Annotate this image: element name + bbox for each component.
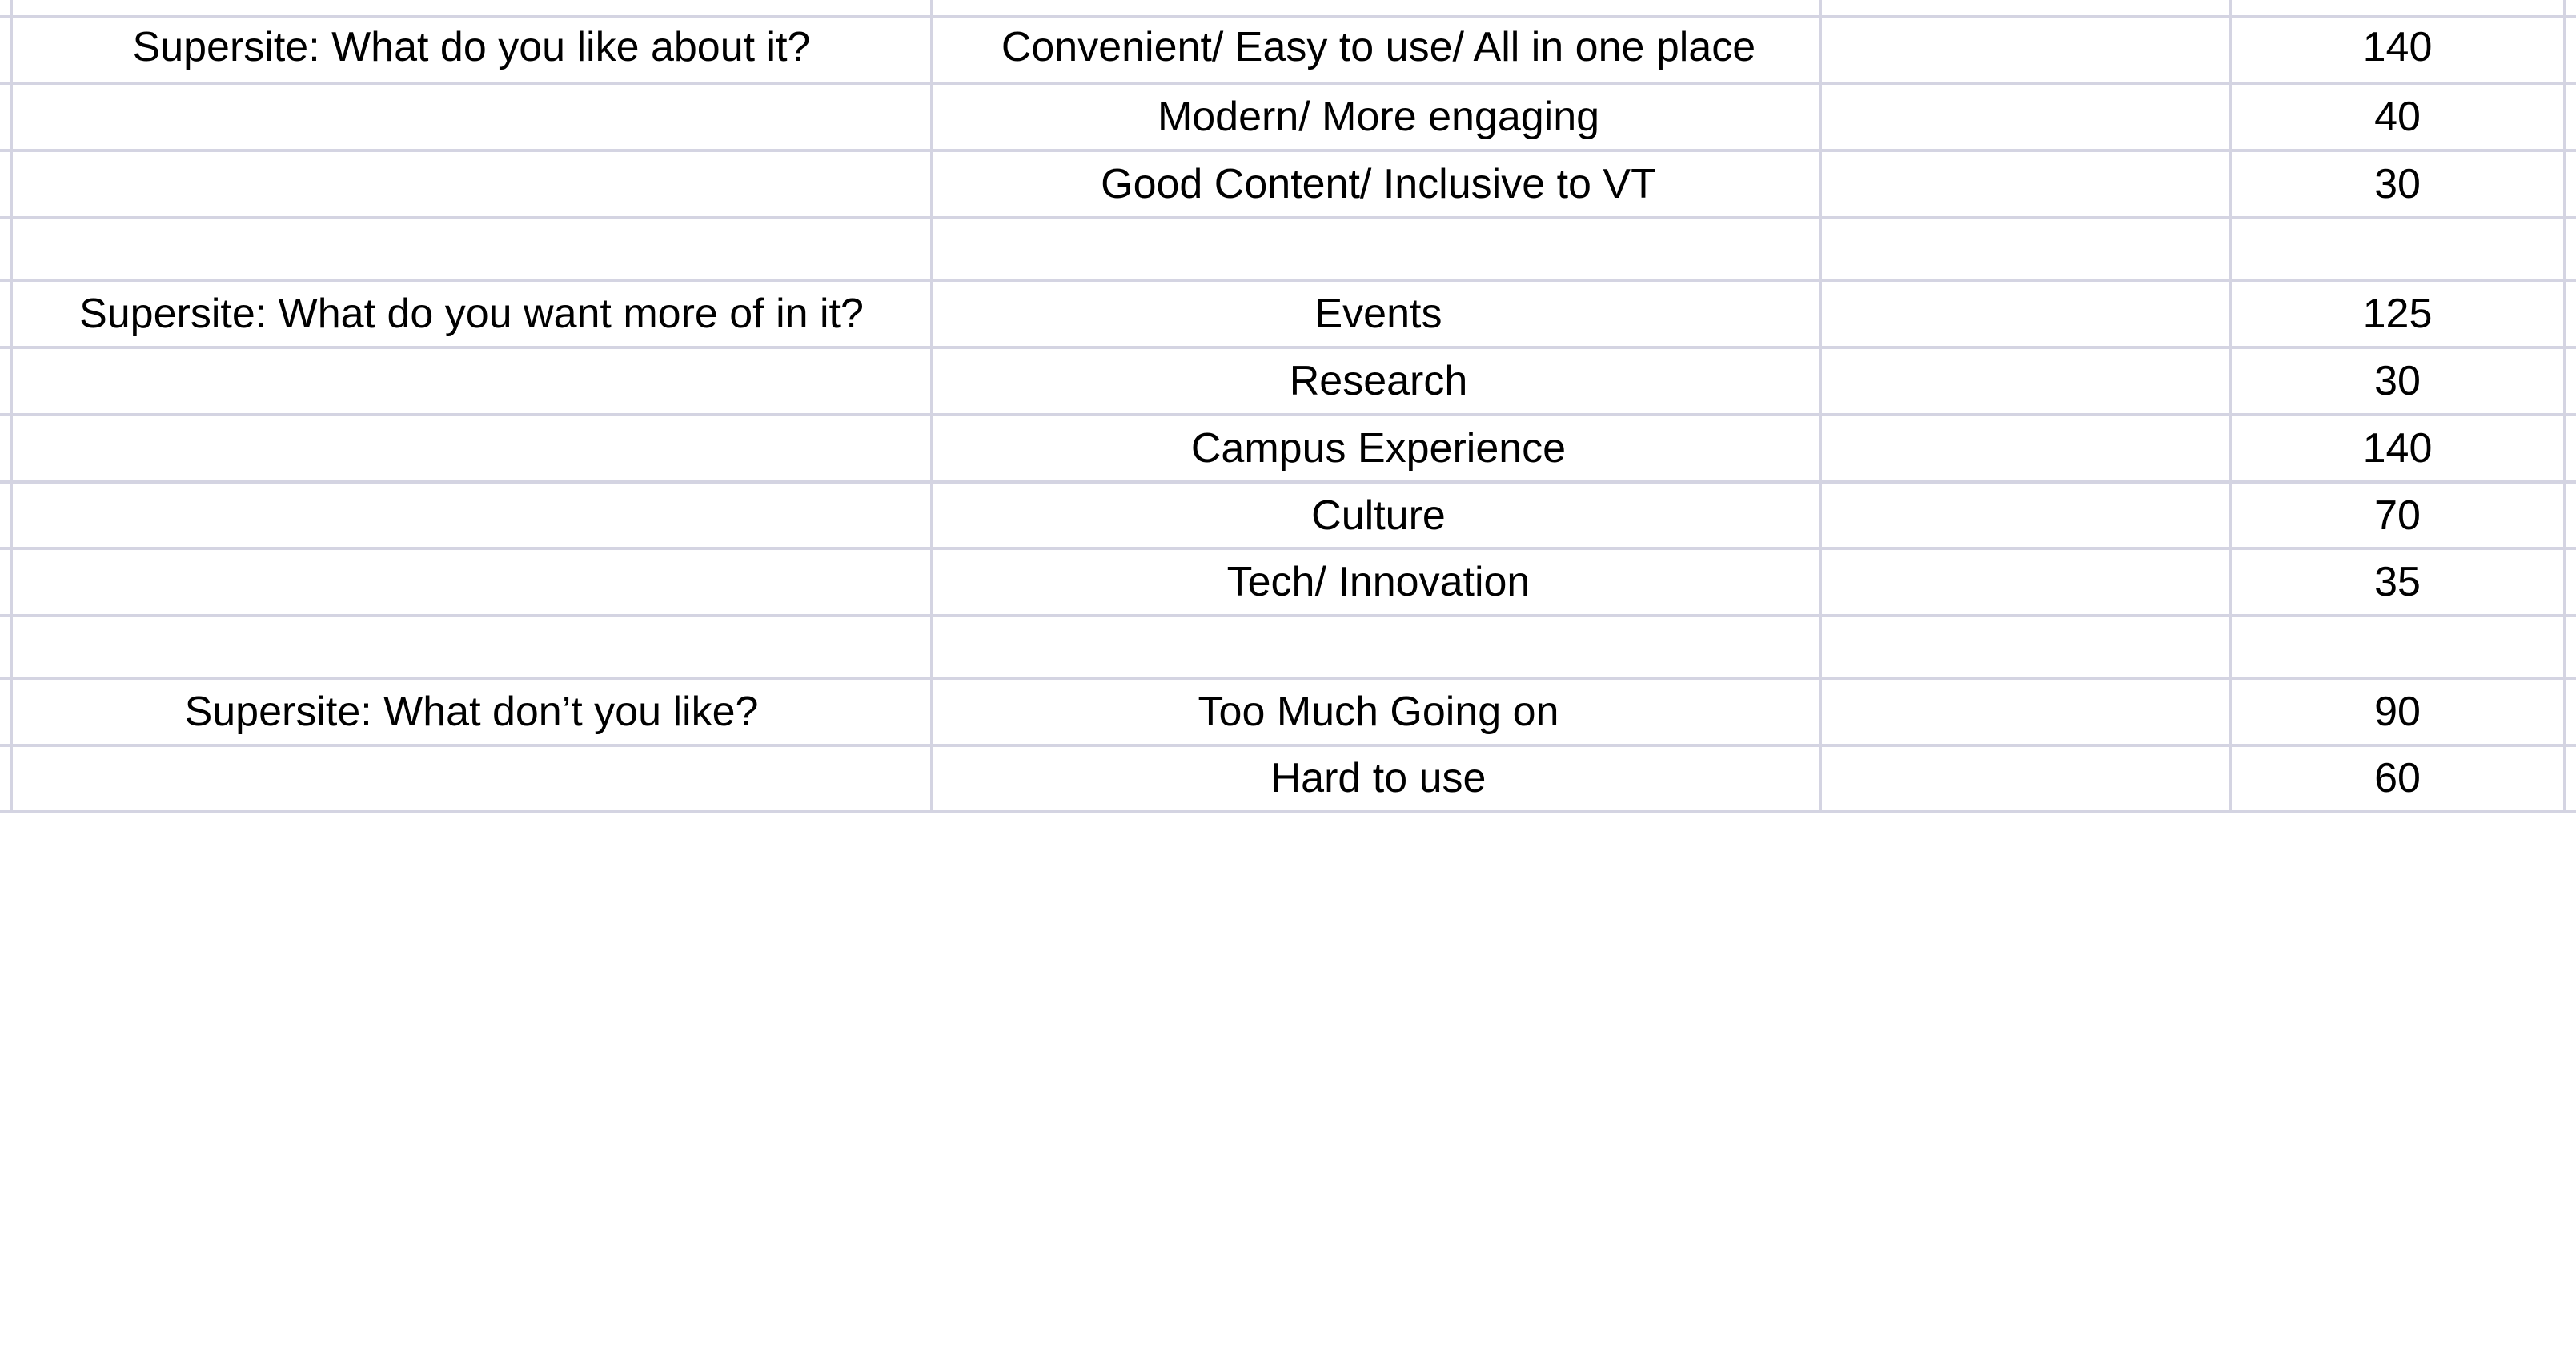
question-cell[interactable] — [11, 218, 932, 280]
count-cell[interactable]: 30 — [2374, 358, 2421, 404]
question-cell[interactable] — [11, 548, 932, 616]
answer-cell[interactable]: Tech/ Innovation — [1226, 559, 1531, 605]
count-cell[interactable] — [2235, 616, 2560, 678]
count-cell[interactable]: 70 — [2374, 492, 2421, 539]
table-row — [0, 548, 2576, 616]
answer-cell[interactable]: Too Much Going on — [1198, 689, 1559, 735]
answer-cell[interactable]: Hard to use — [1270, 754, 1487, 801]
count-cell[interactable]: 140 — [2362, 24, 2433, 70]
answer-cell[interactable] — [935, 616, 1822, 678]
empty-cell[interactable] — [1825, 745, 2232, 810]
count-cell[interactable]: 140 — [2362, 425, 2433, 472]
answer-cell[interactable]: Modern/ More engaging — [1157, 94, 1600, 140]
row-divider — [0, 810, 2576, 813]
question-cell[interactable] — [11, 83, 932, 151]
empty-cell[interactable] — [1825, 548, 2232, 616]
question-cell[interactable] — [11, 616, 932, 678]
table-row — [0, 83, 2576, 151]
table-row — [0, 347, 2576, 415]
count-cell[interactable]: 60 — [2374, 754, 2421, 801]
count-cell[interactable]: 35 — [2374, 559, 2421, 605]
empty-cell[interactable] — [1825, 347, 2232, 415]
answer-cell[interactable]: Events — [1314, 291, 1442, 337]
table-row — [0, 678, 2576, 745]
table-row — [0, 151, 2576, 218]
question-cell[interactable] — [11, 482, 932, 549]
empty-cell[interactable] — [1825, 13, 2232, 82]
answer-cell[interactable]: Campus Experience — [1190, 425, 1567, 472]
empty-cell[interactable] — [1825, 151, 2232, 218]
question-cell[interactable] — [11, 745, 932, 810]
question-cell[interactable] — [11, 415, 932, 482]
question-cell[interactable]: Supersite: What do you want more of in it? — [79, 291, 864, 337]
count-cell[interactable]: 90 — [2374, 689, 2421, 735]
question-cell[interactable]: Supersite: What don’t you like? — [184, 689, 759, 735]
table-row — [0, 218, 2576, 280]
table-row — [0, 616, 2576, 678]
count-cell[interactable] — [2235, 218, 2560, 280]
count-cell[interactable]: 30 — [2374, 161, 2421, 207]
table-row — [0, 280, 2576, 347]
table-row — [0, 482, 2576, 549]
count-cell[interactable]: 40 — [2374, 94, 2421, 140]
empty-cell[interactable] — [1825, 616, 2232, 678]
answer-cell[interactable] — [935, 218, 1822, 280]
answer-cell[interactable]: Convenient/ Easy to use/ All in one place — [1001, 24, 1756, 70]
empty-cell[interactable] — [1825, 280, 2232, 347]
question-cell[interactable]: Supersite: What do you like about it? — [132, 24, 811, 70]
question-cell[interactable] — [11, 151, 932, 218]
empty-cell[interactable] — [1825, 415, 2232, 482]
table-row — [0, 415, 2576, 482]
question-cell[interactable] — [11, 347, 932, 415]
empty-cell[interactable] — [1825, 482, 2232, 549]
count-cell[interactable]: 125 — [2362, 291, 2433, 337]
table-row — [0, 745, 2576, 810]
answer-cell[interactable]: Culture — [1311, 492, 1446, 539]
empty-cell[interactable] — [1825, 83, 2232, 151]
empty-cell[interactable] — [1825, 218, 2232, 280]
table-row — [0, 13, 2576, 82]
empty-cell[interactable] — [1825, 678, 2232, 745]
answer-cell[interactable]: Research — [1289, 358, 1468, 404]
answer-cell[interactable]: Good Content/ Inclusive to VT — [1101, 161, 1656, 207]
